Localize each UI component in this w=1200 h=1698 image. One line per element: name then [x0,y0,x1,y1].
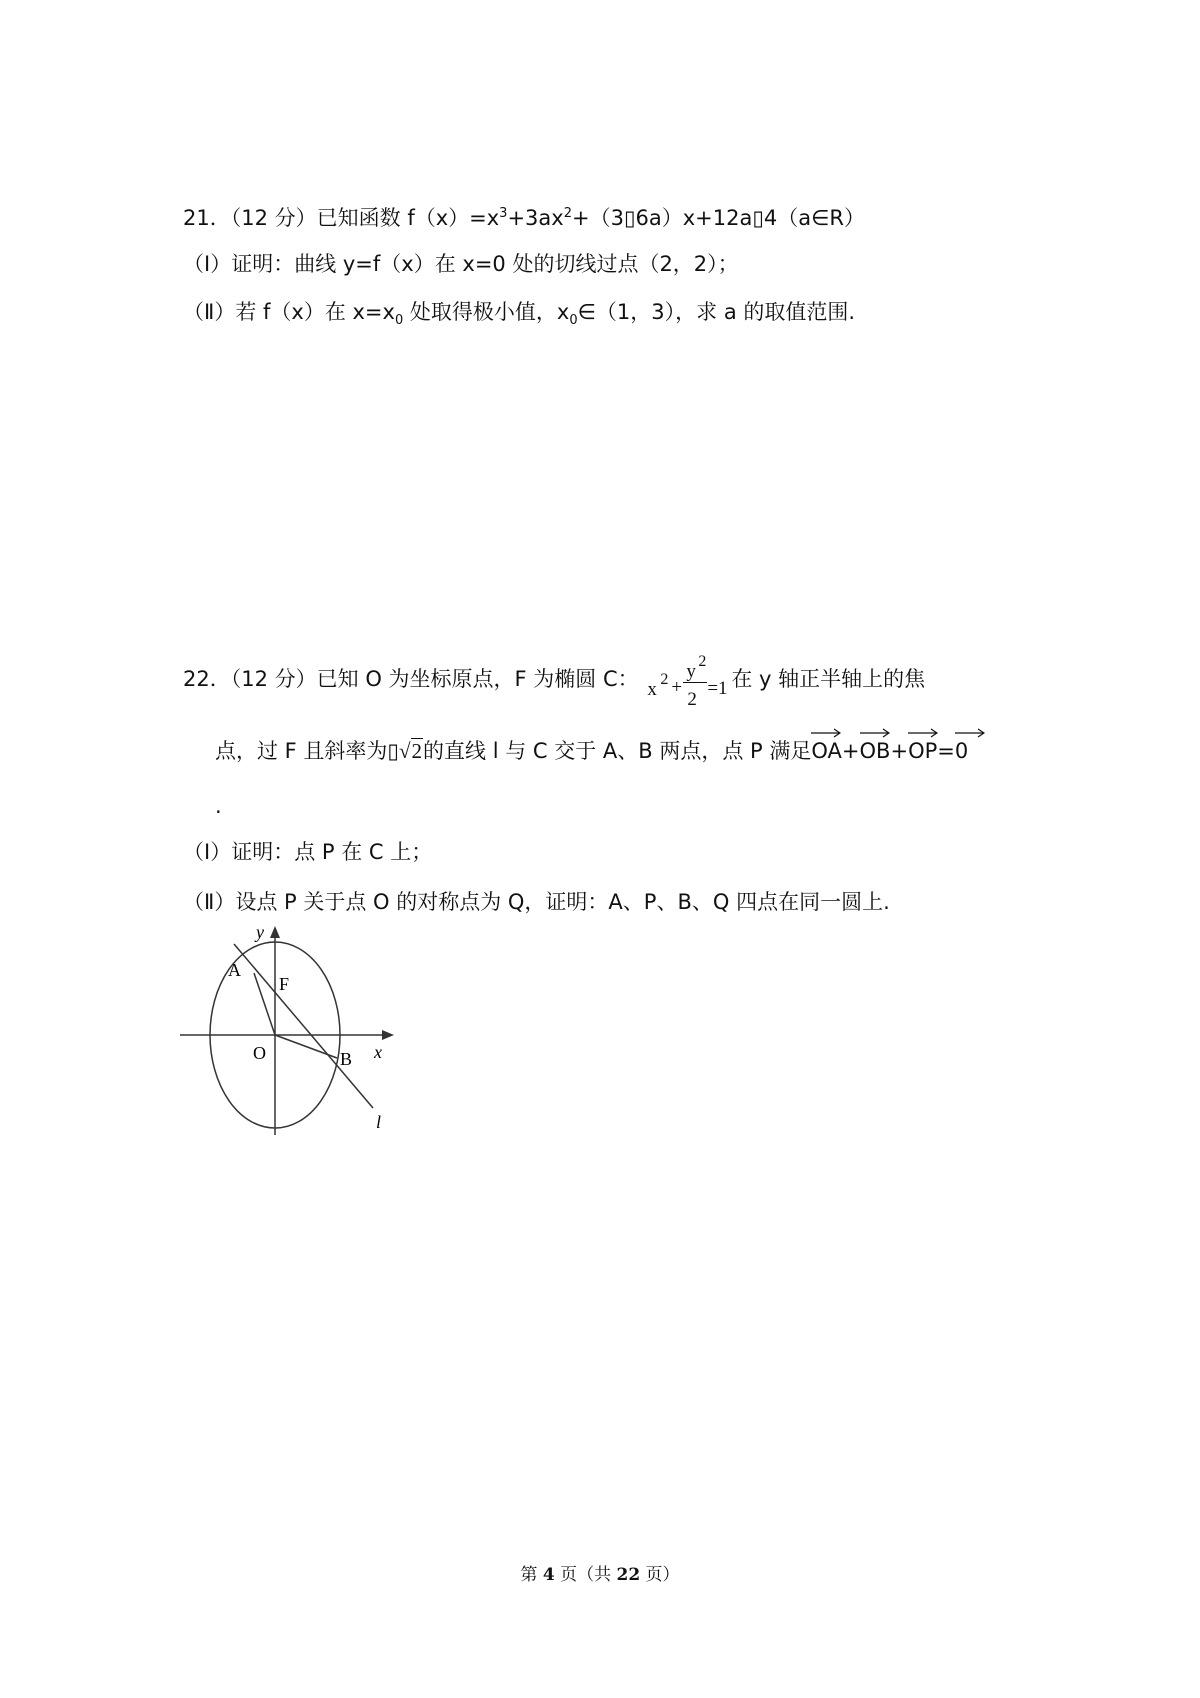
vector-arrow-icon [908,728,938,738]
footer-page: 4 [542,1565,555,1585]
label-b: B [340,1049,353,1069]
ellipse-figure [178,922,398,1137]
q21-part2-a: （Ⅱ）若 f（x）在 x=x [183,300,395,324]
vector-arrow-icon [860,728,890,738]
eq-rhs: =1 [707,678,728,699]
q21-score: （12 分） [230,206,317,230]
q21-part2 [183,298,856,329]
segment-oa [254,973,275,1035]
q21-number: 21． [183,206,231,230]
footer-prefix: 第 [520,1565,543,1585]
label-f: F [279,974,290,994]
eq-plus: + [671,677,683,698]
q21-rest: +（3▯6a）x+12a▯4（a∈R） [572,206,866,230]
y-axis-arrow-icon [270,926,280,938]
q22-intro-end: 在 y 轴正半轴上的焦 [731,667,926,691]
q21-mid: +3ax [507,206,564,230]
vector-ob-label: OB [859,739,891,763]
q21-sub0b: 0 [569,313,578,329]
label-l: l [376,1112,382,1132]
vector-ob [860,737,891,765]
q21-part2-b: 处取得极小值，x [403,300,570,324]
label-o: O [253,1043,266,1063]
label-a: A [228,960,241,980]
q22-score: （12 分） [230,667,317,691]
footer-suffix: 页） [640,1565,680,1585]
q21-part1: （Ⅰ）证明：曲线 y=f（x）在 x=0 处的切线过点（2，2）； [183,252,739,276]
sqrt-value: 2 [411,739,423,763]
vector-oa [811,737,842,765]
eq-x: x [647,679,657,700]
eq-x-exp: 2 [660,671,669,688]
vector-oa-label: OA [811,739,842,763]
q21-exp2: 2 [563,206,572,221]
q22-part1: （Ⅰ）证明：点 P 在 C 上； [183,840,433,864]
eq-den: 2 [687,689,697,710]
line-l [234,944,373,1108]
q21-sub0: 0 [394,313,404,329]
q22-line2-a: 点，过 F 且斜率为▯ [215,739,399,763]
vector-arrow-icon [811,728,841,738]
q22-line2-b: 的直线 l 与 C 交于 A、B 两点，点 P 满足 [423,739,812,763]
q21-intro: 已知函数 f（x）=x [316,206,500,230]
label-y: y [256,922,264,942]
vector-zero [955,737,968,765]
page-footer [0,1560,1200,1585]
label-x: x [374,1042,382,1062]
segment-ob [275,1035,337,1058]
footer-middle: 页（共 [554,1565,617,1585]
eq-y-exp: 2 [698,653,707,670]
q22-line2 [215,737,968,765]
q22-part2: （Ⅱ）设点 P 关于点 O 的对称点为 Q，证明：A、P、B、Q 四点在同一圆上. [183,890,890,914]
plus-2: + [890,739,909,763]
q22-intro: 已知 O 为坐标原点，F 为椭圆 C： [316,667,639,691]
q21-stem [183,204,865,232]
q22-period: . [215,794,222,818]
q22-stem [183,650,925,710]
eq-y: y [686,661,696,682]
ellipse-equation [645,650,731,710]
footer-total: 22 [616,1565,641,1585]
q21-exp3: 3 [499,206,508,221]
plus-1: + [841,739,860,763]
q21-part2-c: ∈（1，3），求 a 的取值范围. [577,300,856,324]
vector-op [908,737,937,765]
x-axis-arrow-icon [382,1030,394,1040]
vector-zero-label: 0 [954,739,969,763]
vector-arrow-icon [955,728,985,738]
sqrt-expression: √2 [399,739,423,763]
eq-fraction-bar [683,682,707,683]
equals-sign: = [937,739,955,763]
q22-number: 22． [183,667,231,691]
vector-op-label: OP [908,739,938,763]
